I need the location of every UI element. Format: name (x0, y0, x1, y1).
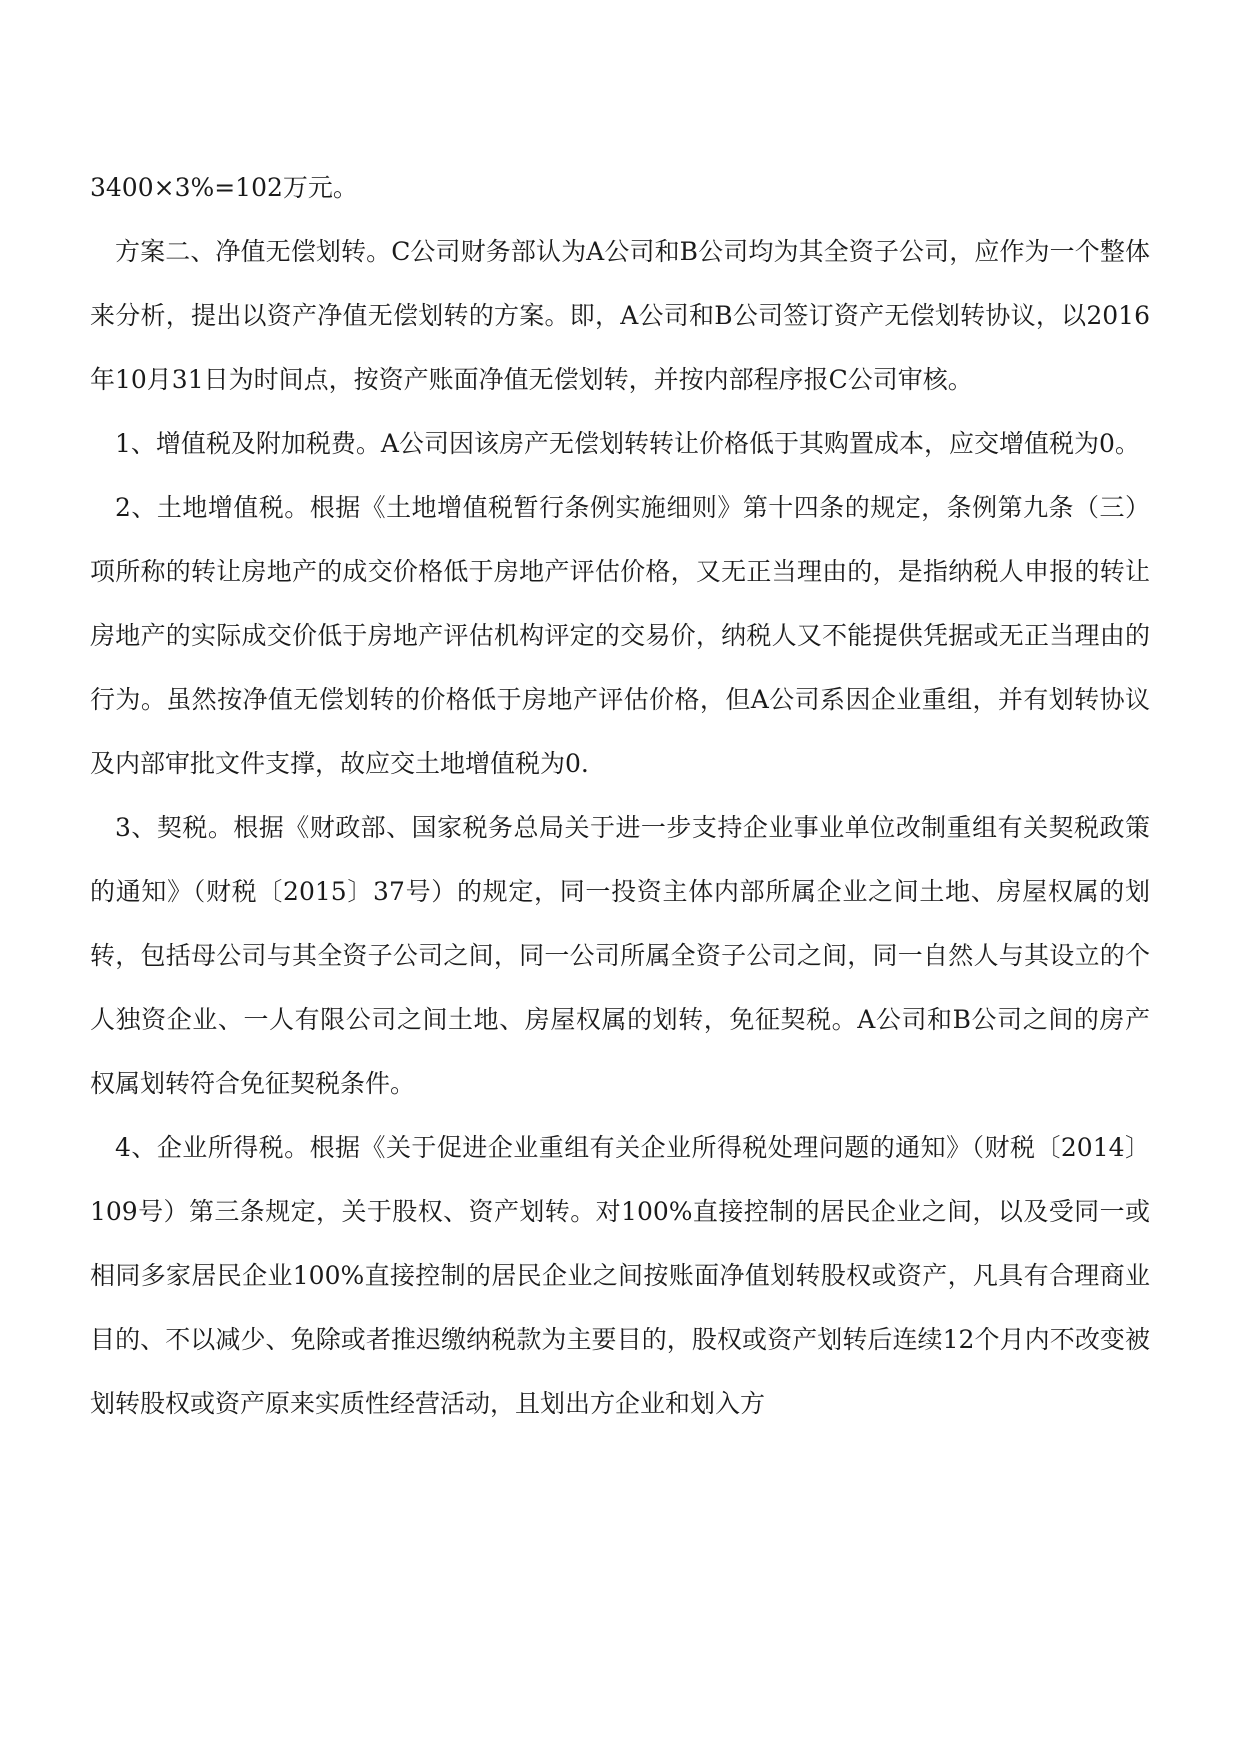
paragraph-deed-tax: 3、契税。根据《财政部、国家税务总局关于进一步支持企业事业单位改制重组有关契税政策的通知》（财税〔2015〕37号）的规定，同一投资主体内部所属企业之间土地、房屋权属的划转，包括母公司与其全资子公司之间，同一公司所属全资子公司之间，同一自然人与其设立的个人独资企业、一人有限公司之间土地、房屋权属的划转，免征契税。A公司和B公司之间的房产权属划转符合免征契税条件。 (90, 813, 1150, 1098)
document-body (90, 156, 1150, 1436)
paragraph-calculation-result: 3400×3%=102万元。 (90, 173, 358, 202)
paragraph-vat: 1、增值税及附加税费。A公司因该房产无偿划转转让价格低于其购置成本，应交增值税为0。 (115, 429, 1140, 458)
paragraph-land-value-tax: 2、土地增值税。根据《土地增值税暂行条例实施细则》第十四条的规定，条例第九条（三）项所称的转让房地产的成交价格低于房地产评估价格，又无正当理由的，是指纳税人申报的转让房地产的实际成交价低于房地产评估机构评定的交易价，纳税人又不能提供凭据或无正当理由的行为。虽然按净值无偿划转的价格低于房地产评估价格，但A公司系因企业重组，并有划转协议及内部审批文件支撑，故应交土地增值税为0. (90, 493, 1150, 778)
paragraph-corporate-income-tax: 4、企业所得税。根据《关于促进企业重组有关企业所得税处理问题的通知》（财税〔2014〕109号）第三条规定，关于股权、资产划转。对100%直接控制的居民企业之间，以及受同一或相同多家居民企业100%直接控制的居民企业之间按账面净值划转股权或资产，凡具有合理商业目的、不以减少、免除或者推迟缴纳税款为主要目的，股权或资产划转后连续12个月内不改变被划转股权或资产原来实质性经营活动，且划出方企业和划入方 (90, 1133, 1150, 1418)
paragraph-plan-two: 方案二、净值无偿划转。C公司财务部认为A公司和B公司均为其全资子公司，应作为一个整体来分析，提出以资产净值无偿划转的方案。即，A公司和B公司签订资产无偿划转协议，以2016年10月31日为时间点，按资产账面净值无偿划转，并按内部程序报C公司审核。 (90, 237, 1150, 394)
